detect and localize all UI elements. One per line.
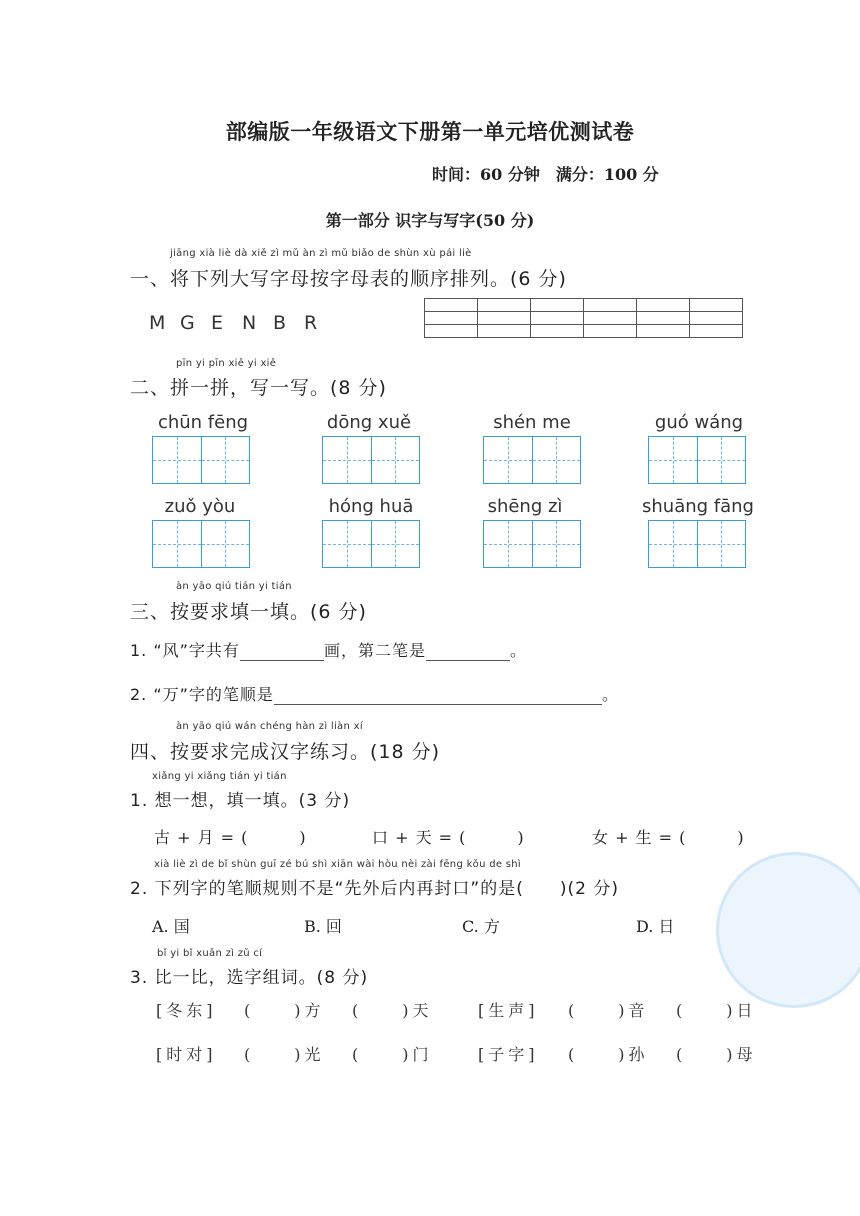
writing-box[interactable]: [648, 436, 746, 484]
sub1-label: 1. 想一想，填一填。: [130, 791, 299, 811]
pinyin-word: guó wáng: [654, 412, 744, 433]
formula-item[interactable]: 口 + 天 = ( ): [372, 828, 525, 847]
compare-blank[interactable]: ( )母: [676, 1045, 757, 1064]
page-title: 部编版一年级语文下册第一单元培优测试卷: [225, 119, 635, 144]
section4-pinyin: àn yāo qiú wán chéng hàn zì liàn xí: [176, 721, 363, 732]
pinyin-word: shén me: [493, 412, 571, 433]
formula-item[interactable]: 古 + 月 = ( ): [154, 828, 307, 847]
compare-blank[interactable]: ( )门: [352, 1045, 433, 1064]
q1-prefix: 1. “风”字共有: [130, 641, 240, 660]
pinyin-word: hóng huā: [328, 496, 414, 517]
compare-group: [子字]: [478, 1045, 539, 1064]
option-c[interactable]: C. 方: [462, 917, 500, 936]
section3-heading-text: 三、按要求填一填。: [130, 601, 311, 623]
letter-item: R: [304, 312, 318, 334]
section2-heading-text: 二、拼一拼，写一写。: [130, 377, 331, 399]
option-a[interactable]: A. 国: [152, 917, 190, 936]
writing-box[interactable]: [322, 436, 420, 484]
section3-pinyin: àn yāo qiú tián yi tián: [176, 581, 292, 592]
compare-group: [冬东]: [156, 1001, 217, 1020]
letter-list: [149, 312, 335, 334]
letter-item: G: [180, 312, 195, 334]
sub2-label: 2. 下列字的笔顺规则不是“先外后内再封口”的是( ): [130, 879, 568, 899]
writing-box[interactable]: [152, 436, 250, 484]
answer-blank[interactable]: [426, 660, 510, 661]
writing-box[interactable]: [483, 520, 581, 568]
compare-blank[interactable]: ( )光: [244, 1045, 325, 1064]
compare-group: [时对]: [156, 1045, 217, 1064]
letter-item: M: [149, 312, 166, 334]
section2-pinyin: pīn yi pīn xiě yi xiě: [176, 358, 277, 369]
section4-heading: [130, 737, 440, 764]
sub3-score: (8 分): [316, 968, 369, 988]
compare-blank[interactable]: ( )日: [676, 1001, 757, 1020]
q1-mid: 画，第二笔是: [323, 641, 426, 660]
question-3-1: [130, 638, 527, 661]
section2-heading: [130, 373, 387, 400]
answer-grid[interactable]: [424, 298, 743, 338]
compare-blank[interactable]: ( )音: [568, 1001, 649, 1020]
writing-box[interactable]: [152, 520, 250, 568]
section2-score: (8 分): [330, 377, 387, 399]
pinyin-word: chūn fēng: [157, 412, 249, 433]
time-info: 时间：60 分钟 满分：100 分: [432, 165, 659, 184]
sub2-pinyin: xià liè zì de bǐ shùn guī zé bú shì xiān wài hòu nèi zài fēng kǒu de shì: [154, 859, 521, 870]
section1-score: (6 分): [510, 268, 567, 290]
compare-group: [生声]: [478, 1001, 539, 1020]
section3-heading: [130, 597, 367, 624]
q1-end: 。: [509, 641, 527, 660]
watermark-stamp: [716, 852, 860, 1008]
question-3-2: [130, 682, 619, 705]
sub3-heading: [130, 963, 368, 988]
q2-end: 。: [601, 685, 619, 704]
section4-heading-text: 四、按要求完成汉字练习。: [130, 741, 371, 763]
sub2-score: (2 分): [567, 879, 619, 899]
sub1-score: (3 分): [298, 791, 351, 811]
pinyin-word: shēng zì: [487, 496, 563, 517]
sub3-pinyin: bǐ yi bǐ xuǎn zì zǔ cí: [157, 948, 263, 959]
writing-box[interactable]: [648, 520, 746, 568]
section3-score: (6 分): [310, 601, 367, 623]
sub1-heading: [130, 786, 350, 811]
option-d[interactable]: D. 日: [636, 917, 675, 936]
sub1-pinyin: xiǎng yi xiǎng tián yi tián: [152, 771, 287, 782]
formula-item[interactable]: 女 + 生 = ( ): [592, 828, 745, 847]
letter-item: B: [273, 312, 287, 334]
compare-blank[interactable]: ( )天: [352, 1001, 433, 1020]
writing-box[interactable]: [483, 436, 581, 484]
writing-box[interactable]: [322, 520, 420, 568]
part-title: 第一部分 识字与写字(50 分): [325, 211, 535, 230]
section1-heading: [130, 264, 567, 291]
pinyin-word: zuǒ yòu: [164, 496, 236, 517]
sub3-label: 3. 比一比，选字组词。: [130, 968, 317, 988]
compare-blank[interactable]: ( )孙: [568, 1045, 649, 1064]
letter-item: E: [211, 312, 224, 334]
section4-score: (18 分): [370, 741, 441, 763]
q2-prefix: 2. “万”字的笔顺是: [130, 685, 274, 704]
section1-heading-text: 一、将下列大写字母按字母表的顺序排列。: [130, 268, 511, 290]
letter-item: N: [242, 312, 257, 334]
answer-blank[interactable]: [240, 660, 324, 661]
section1-pinyin: jiāng xià liè dà xiě zì mǔ àn zì mǔ biǎo de shùn xù pái liè: [170, 248, 472, 259]
option-b[interactable]: B. 回: [304, 917, 342, 936]
compare-blank[interactable]: ( )方: [244, 1001, 325, 1020]
pinyin-word: dōng xuě: [326, 412, 412, 433]
sub2-heading: [130, 874, 619, 899]
pinyin-word: shuāng fāng: [642, 496, 754, 517]
answer-blank[interactable]: [274, 704, 602, 705]
